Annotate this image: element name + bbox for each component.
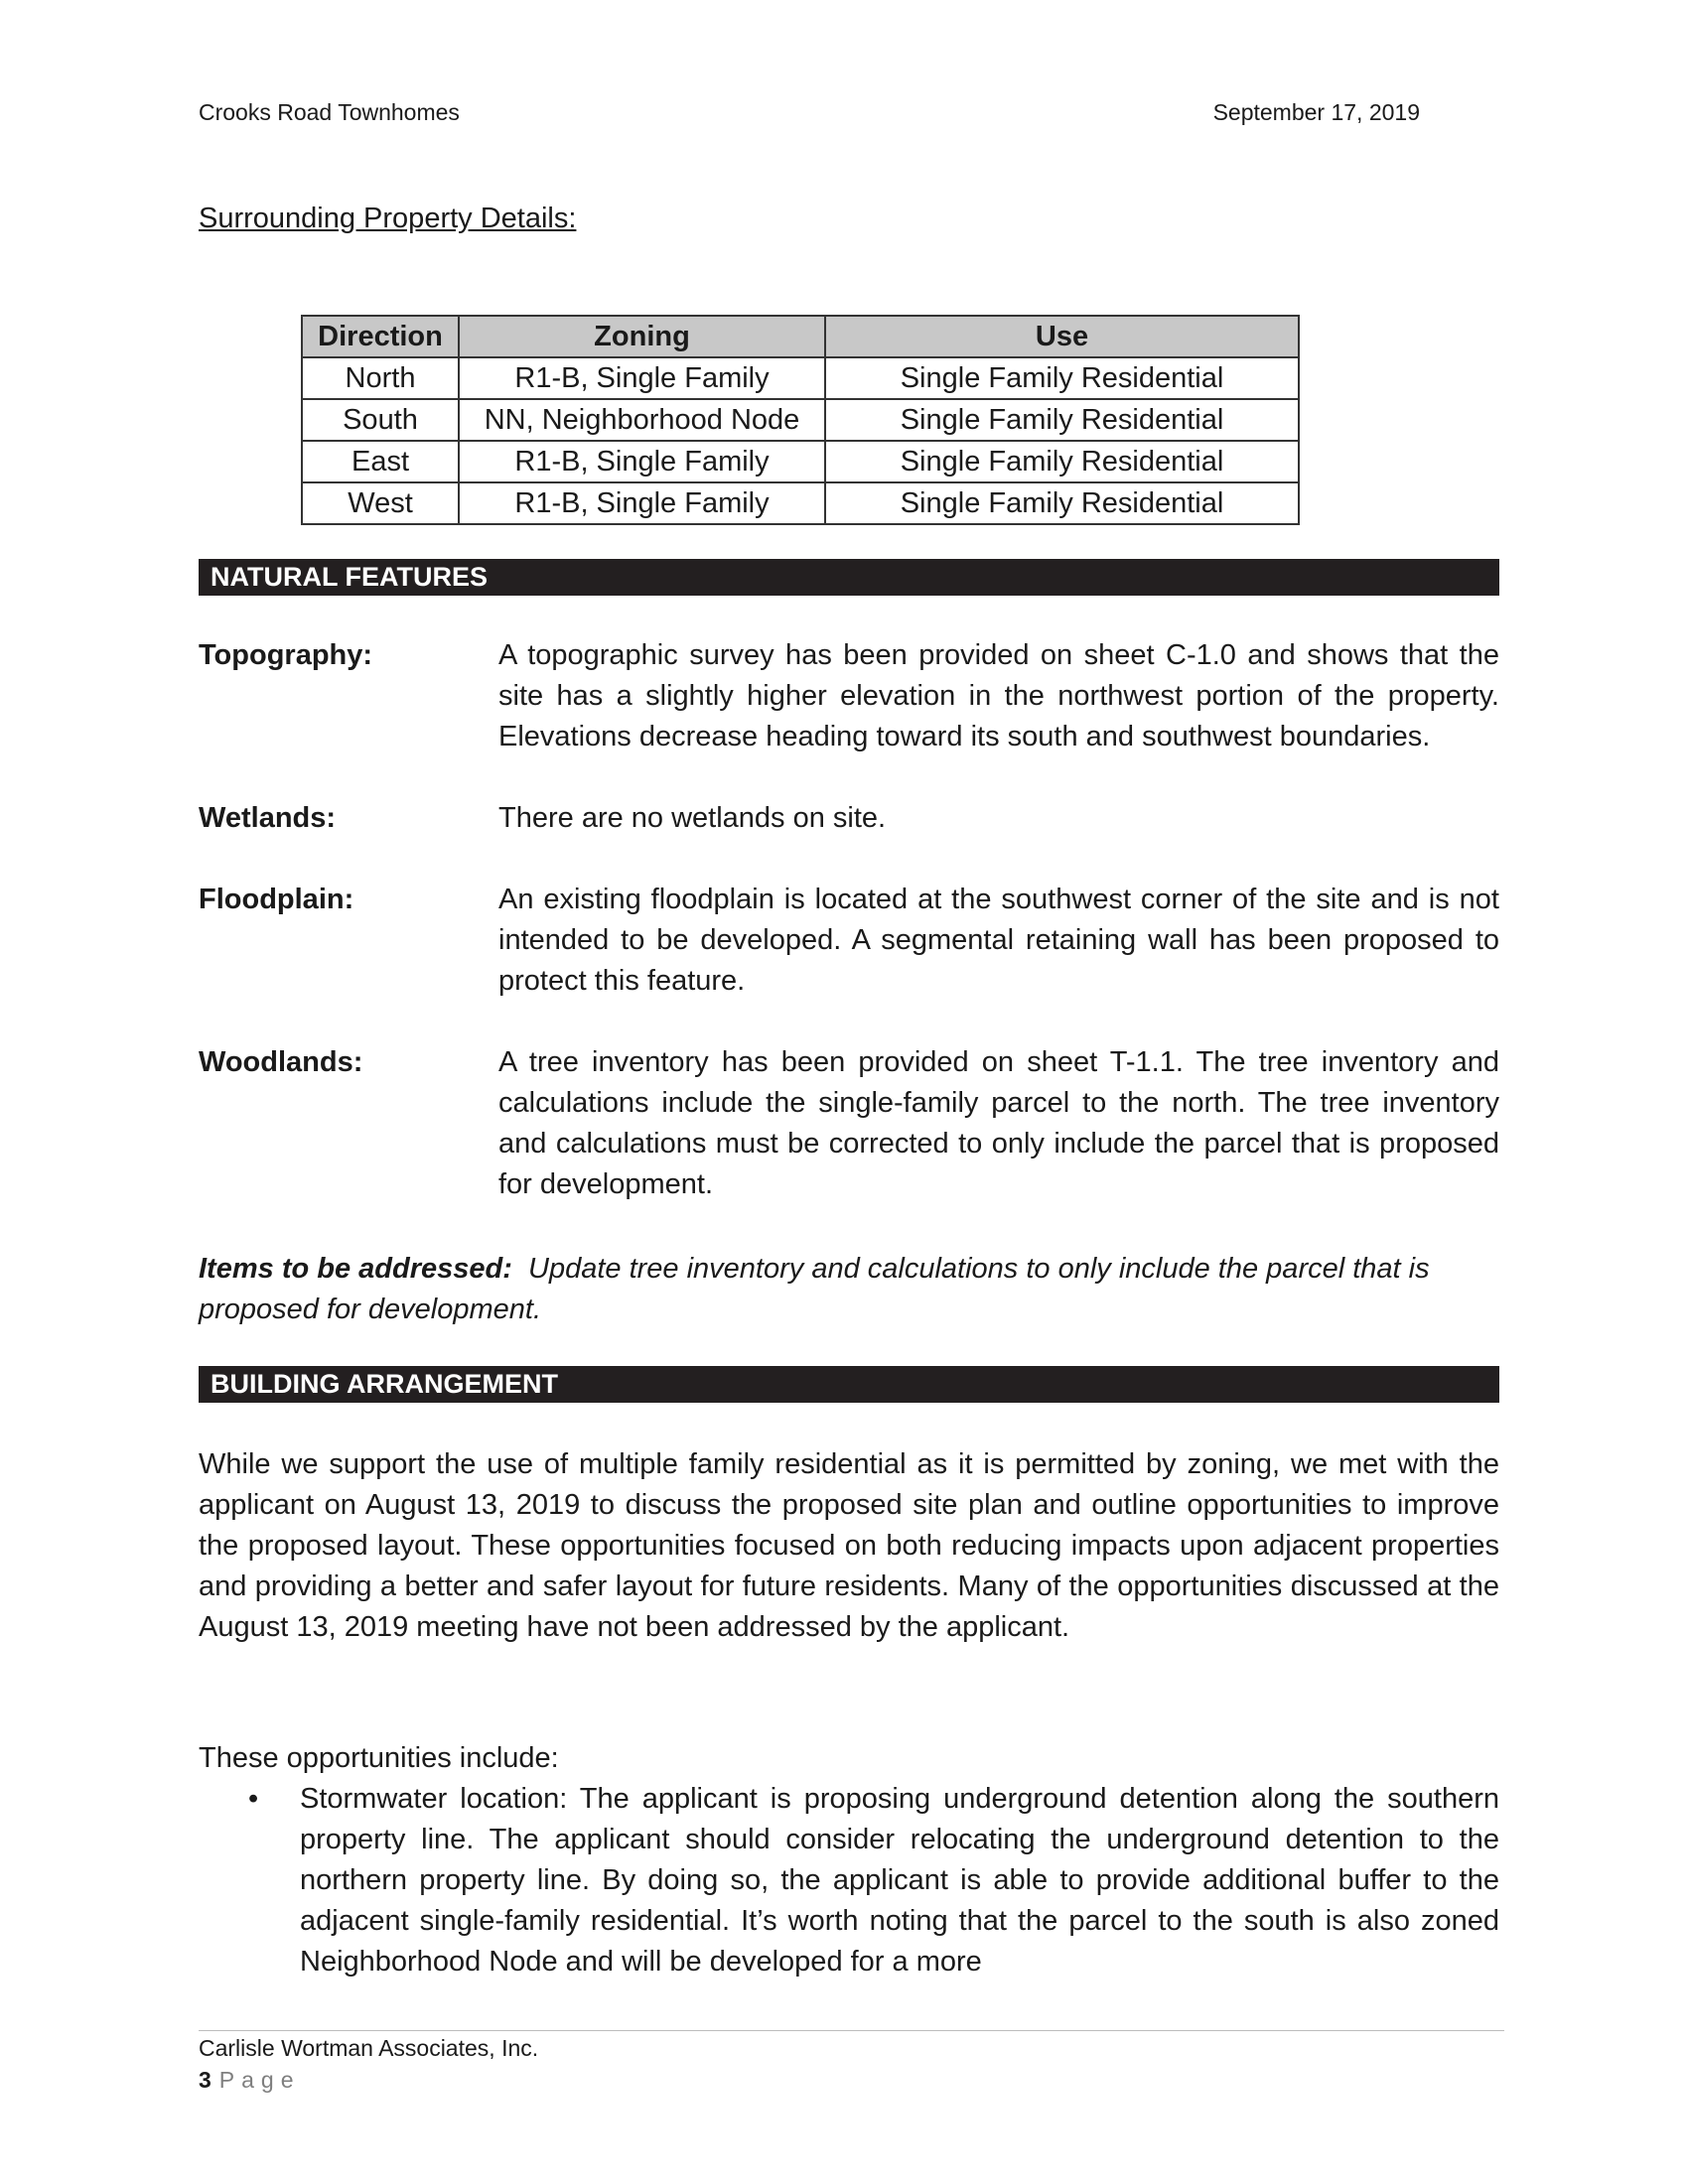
feature-floodplain [199, 880, 1499, 1002]
column-header-direction: Direction [302, 316, 459, 357]
cell-use: Single Family Residential [825, 357, 1299, 399]
feature-text: A topographic survey has been provided on sheet C-1.0 and shows that the site has a slightly higher elevation in the northwest portion of the property. Elevations decrease heading toward its south and southwest boundaries. [498, 639, 1499, 752]
cell-zoning: NN, Neighborhood Node [459, 399, 825, 441]
cell-direction: West [302, 482, 459, 524]
table-row [302, 399, 1299, 441]
page-number [199, 2067, 301, 2094]
feature-label: Floodplain: [199, 884, 354, 915]
opportunities-intro: These opportunities include: [199, 1742, 559, 1774]
page-label: Page [218, 2067, 301, 2093]
cell-zoning: R1-B, Single Family [459, 441, 825, 482]
items-label: Items to be addressed: [199, 1253, 512, 1285]
surrounding-property-heading: Surrounding Property Details: [199, 203, 577, 234]
items-text: Update tree inventory and calculations to only include the parcel that is proposed for development. [199, 1253, 1430, 1325]
header-date: September 17, 2019 [1212, 99, 1420, 125]
feature-topography [199, 635, 1499, 757]
feature-woodlands [199, 1042, 1499, 1205]
header-project-title: Crooks Road Townhomes [199, 99, 460, 125]
feature-label: Wetlands: [199, 802, 337, 834]
table-row [302, 441, 1299, 482]
feature-text: An existing floodplain is located at the southwest corner of the site and is not intended to be developed. A segmental retaining wall has been proposed to protect this feature. [498, 884, 1499, 997]
table-row [302, 357, 1299, 399]
bullet-icon: • [248, 1783, 259, 1815]
section-bar-building-arrangement: BUILDING ARRANGEMENT [199, 1366, 1499, 1403]
feature-label: Topography: [199, 639, 373, 671]
list-item [199, 1779, 1499, 1982]
table-header-row [302, 316, 1299, 357]
surrounding-property-table [301, 315, 1300, 525]
column-header-use: Use [825, 316, 1299, 357]
cell-zoning: R1-B, Single Family [459, 357, 825, 399]
cell-use: Single Family Residential [825, 482, 1299, 524]
feature-label: Woodlands: [199, 1046, 363, 1078]
cell-direction: East [302, 441, 459, 482]
feature-wetlands [199, 798, 1499, 839]
list-item-text: Stormwater location: The applicant is proposing underground detention along the southern property line. The applicant should consider relocating the underground detention to the northern property line. By doing so, the applicant is able to provide additional buffer to the adjacent single-family residential. It’s worth noting that the parcel to the south is also zoned Neighborhood Node and will be developed for a more [300, 1783, 1499, 1978]
feature-text: A tree inventory has been provided on sheet T-1.1. The tree inventory and calculations include the single-family parcel to the north. The tree inventory and calculations must be corrected to only include the parcel that is proposed for development. [498, 1046, 1499, 1200]
cell-direction: North [302, 357, 459, 399]
section-bar-natural-features: NATURAL FEATURES [199, 559, 1499, 596]
table-row [302, 482, 1299, 524]
cell-direction: South [302, 399, 459, 441]
page-number-value: 3 [199, 2067, 211, 2093]
footer-company: Carlisle Wortman Associates, Inc. [199, 2035, 539, 2061]
footer-divider [199, 2030, 1504, 2031]
cell-use: Single Family Residential [825, 399, 1299, 441]
items-to-be-addressed [199, 1249, 1499, 1330]
page-header [199, 99, 1420, 133]
cell-use: Single Family Residential [825, 441, 1299, 482]
cell-zoning: R1-B, Single Family [459, 482, 825, 524]
feature-text: There are no wetlands on site. [498, 802, 887, 834]
column-header-zoning: Zoning [459, 316, 825, 357]
building-arrangement-paragraph: While we support the use of multiple family residential as it is permitted by zoning, we met with the applicant on August 13, 2019 to discuss the proposed site plan and outline opportunities to improve the proposed layout. These opportunities focused on both reducing impacts upon adjacent properties and providing a better and safer layout for future residents. Many of the opportunities discussed at the August 13, 2019 meeting have not been addressed by the applicant. [199, 1448, 1499, 1643]
